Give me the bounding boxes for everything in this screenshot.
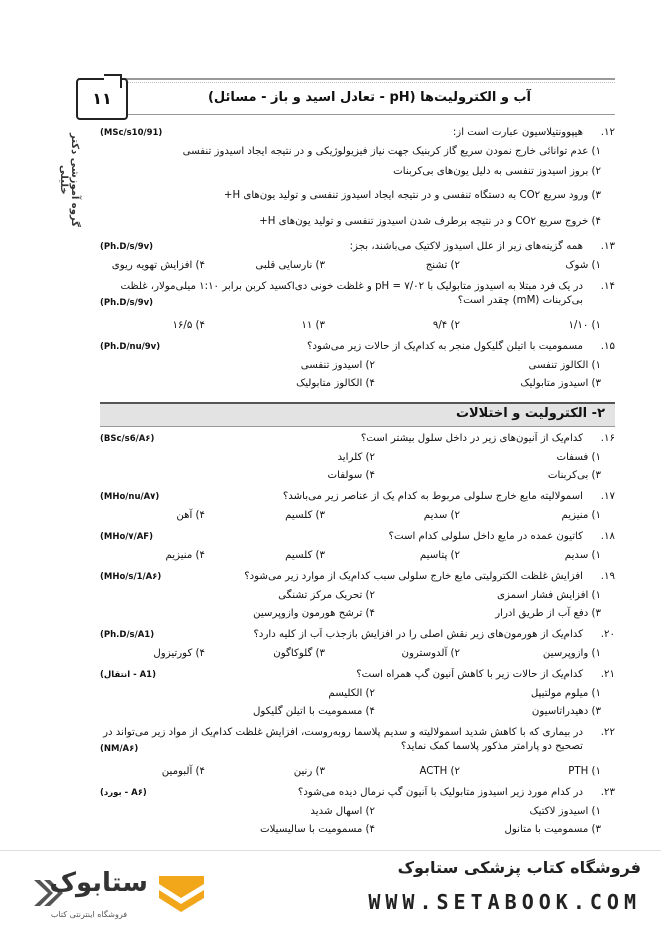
footer-rule — [0, 850, 661, 851]
option: ۴) مسمومیت با اتیلن گلیکول — [252, 706, 375, 717]
option: ۴) سولفات — [327, 470, 375, 481]
option: ۲) کلراید — [337, 452, 375, 463]
option: ۱) PTH — [568, 766, 601, 777]
option: ۳) نارسایی قلبی — [255, 260, 325, 271]
question-number: ۱۷. — [600, 491, 615, 502]
option: ۱) اسیدوز لاکتیک — [529, 806, 601, 817]
question-number: ۱۹. — [600, 571, 615, 582]
question-list-section-2 — [100, 0, 615, 925]
question-number: ۱۵. — [600, 341, 615, 352]
question-ref: (MHo/nu/A۷) — [100, 492, 160, 502]
question-number: ۱۶. — [600, 433, 615, 444]
question-ref: (Ph.D/s/9v) — [100, 242, 154, 252]
option: ۱) عدم توانائی خارج نمودن سریع گاز کربنیک جهت نیاز فیزیولوژیکی و در نتیجه ایجاد اسیدوز تنفسی — [182, 146, 601, 157]
option: ۲) آلدوسترون — [401, 648, 460, 659]
question-ref: (MHo/s/1/A۶) — [100, 572, 162, 582]
option: ۴) ۱۶/۵ — [172, 320, 205, 331]
option: ۴) مسمومیت با سالیسیلات — [260, 824, 375, 835]
option: ۲) اسیدوز تنفسی — [300, 360, 375, 371]
logo-subtitle: فروشگاه اینترنتی کتاب — [50, 910, 128, 919]
option: ۴) ترشح هورمون وازوپرسین — [253, 608, 375, 619]
section-title: ۲- الکترولیت و اختلالات — [455, 406, 605, 421]
option: ۱) افزایش فشار اسمزی — [497, 590, 601, 601]
option: ۳) ورود سریع CO۲ به دستگاه تنفسی و در نتیجه ایجاد اسیدوز تنفسی و تولید یون‌های H+ — [223, 190, 601, 201]
question-ref: (Ph.D/nu/9v) — [100, 342, 161, 352]
question-text: افزایش غلظت الکترولیتی مایع خارج سلولی سبب کدام‌یک از موارد زیر می‌شود؟ — [244, 571, 583, 582]
option: ۴) منیزیم — [165, 550, 205, 561]
option: ۱) منیزیم — [561, 510, 601, 521]
option: ۳) کلسیم — [285, 550, 325, 561]
question-text: همه گزینه‌های زیر از علل اسیدوز لاکتیک می‌باشند، بجز: — [349, 241, 583, 252]
question-number: ۱۴. — [600, 281, 615, 292]
question-ref: (MHo/۷/AF) — [100, 532, 153, 542]
question-text: در بیماری که با کاهش شدید اسمولالیته و سدیم پلاسما روبه‌روست، افزایش غلظت کدام‌یک از مواد زیر می‌تواند در تصحیح دو پارامتر مذکور پلاسما کمک نماید؟ — [103, 727, 583, 752]
question-ref: (Ph.D/s/A1) — [100, 630, 155, 640]
option: ۳) دهیدراتاسیون — [531, 706, 601, 717]
question-text: در کدام مورد زیر اسیدوز متابولیک با آنیون گپ نرمال دیده می‌شود؟ — [297, 787, 583, 798]
option: ۱) شوک — [565, 260, 601, 271]
question-ref: (MSc/s10/91) — [100, 128, 163, 138]
option: ۲) بروز اسیدوز تنفسی به دلیل یون‌های بی‌کربنات — [393, 166, 601, 177]
option: ۲) تحریک مرکز تشنگی — [278, 590, 375, 601]
option: ۲) ACTH — [419, 766, 460, 777]
option: ۳) گلوکاگون — [273, 648, 325, 659]
question-ref: (NM/A۶) — [100, 744, 139, 754]
question-text: کدام‌یک از حالات زیر با کاهش آنیون گپ همراه است؟ — [356, 669, 583, 680]
question-number: ۲۰. — [600, 629, 615, 640]
option: ۲) ۹/۴ — [432, 320, 460, 331]
option: ۴) الکالوز متابولیک — [296, 378, 375, 389]
book-chevron-icon — [159, 876, 204, 912]
store-url[interactable]: WWW.SETABOOK.COM — [368, 890, 641, 914]
question-text: کدام‌یک از آنیون‌های زیر در داخل سلول بیشتر است؟ — [360, 433, 583, 444]
question-ref: (انتقال - A1) — [100, 670, 156, 680]
question-text: در یک فرد مبتلا به اسیدوز متابولیک با pH = ۷/۰۲ و غلظت خونی دی‌اکسید کربن برابر ۱:۱۰ میلی‌مولار، غلظت بی‌کربنات (mM) چقدر است؟ — [120, 281, 583, 306]
question-number: ۱۲. — [600, 127, 615, 138]
question-text: کاتیون عمده در مایع داخل سلولی کدام است؟ — [388, 531, 583, 542]
option: ۳) مسمومیت با متانول — [504, 824, 601, 835]
page-number: ۱۱ — [76, 78, 128, 120]
option: ۴) خروج سریع CO۲ و در نتیجه برطرف شدن اسیدوز تنفسی و تولید یون‌های H+ — [259, 216, 601, 227]
question-number: ۲۱. — [600, 669, 615, 680]
option: ۱) میلوم مولتیپل — [530, 688, 601, 699]
side-label: گروه آموزشی دکتر خلیلی — [58, 133, 80, 227]
option: ۱) ۱/۱۰ — [568, 320, 601, 331]
option: ۳) بی‌کربنات — [547, 470, 601, 481]
option: ۳) رنین — [293, 766, 325, 777]
option: ۲) سدیم — [423, 510, 460, 521]
option: ۱) سدیم — [564, 550, 601, 561]
option: ۳) کلسیم — [285, 510, 325, 521]
question-22 — [100, 726, 615, 756]
question-number: ۱۳. — [600, 241, 615, 252]
option: ۳) دفع آب از طریق ادرار — [495, 608, 601, 619]
question-number: ۱۸. — [600, 531, 615, 542]
logo-brand: ستابوک — [49, 868, 148, 898]
question-ref: (BSc/s6/A۶) — [100, 434, 155, 444]
option: ۱) الکالوز تنفسی — [528, 360, 601, 371]
option: ۱) فسفات — [556, 452, 601, 463]
question-text: کدام‌یک از هورمون‌های زیر نقش اصلی را در افزایش بازجذب آب از کلیه دارد؟ — [253, 629, 583, 640]
option: ۱) وازوپرسین — [542, 648, 601, 659]
question-number: ۲۳. — [600, 787, 615, 798]
option: ۴) آلبومین — [161, 766, 205, 777]
question-ref: (بورد - A۶) — [100, 788, 147, 798]
question-text: هیپوونتیلاسیون عبارت است از: — [452, 127, 583, 138]
option: ۳) ۱۱ — [301, 320, 325, 331]
question-text: اسمولالیته مایع خارج سلولی مربوط به کدام یک از عناصر زیر می‌باشد؟ — [282, 491, 583, 502]
question-text: مسمومیت با اتیلن گلیکول منجر به کدام‌یک از حالات زیر می‌شود؟ — [307, 341, 583, 352]
option: ۲) پتاسیم — [419, 550, 460, 561]
option: ۲) تشنج — [425, 260, 460, 271]
option: ۳) اسیدوز متابولیک — [520, 378, 601, 389]
store-name: فروشگاه کتاب پزشکی ستابوک — [397, 858, 641, 877]
option: ۴) افزایش تهویه ریوی — [111, 260, 205, 271]
option: ۲) اسهال شدید — [310, 806, 375, 817]
question-ref: (Ph.D/s/9v) — [100, 298, 154, 308]
chapter-title: آب و الکترولیت‌ها (pH - تعادل اسید و باز - مسائل) — [207, 90, 531, 105]
question-number: ۲۲. — [600, 727, 615, 738]
option: ۲) الکلیسم — [328, 688, 375, 699]
option: ۴) کورتیزول — [153, 648, 205, 659]
option: ۴) آهن — [176, 510, 205, 521]
